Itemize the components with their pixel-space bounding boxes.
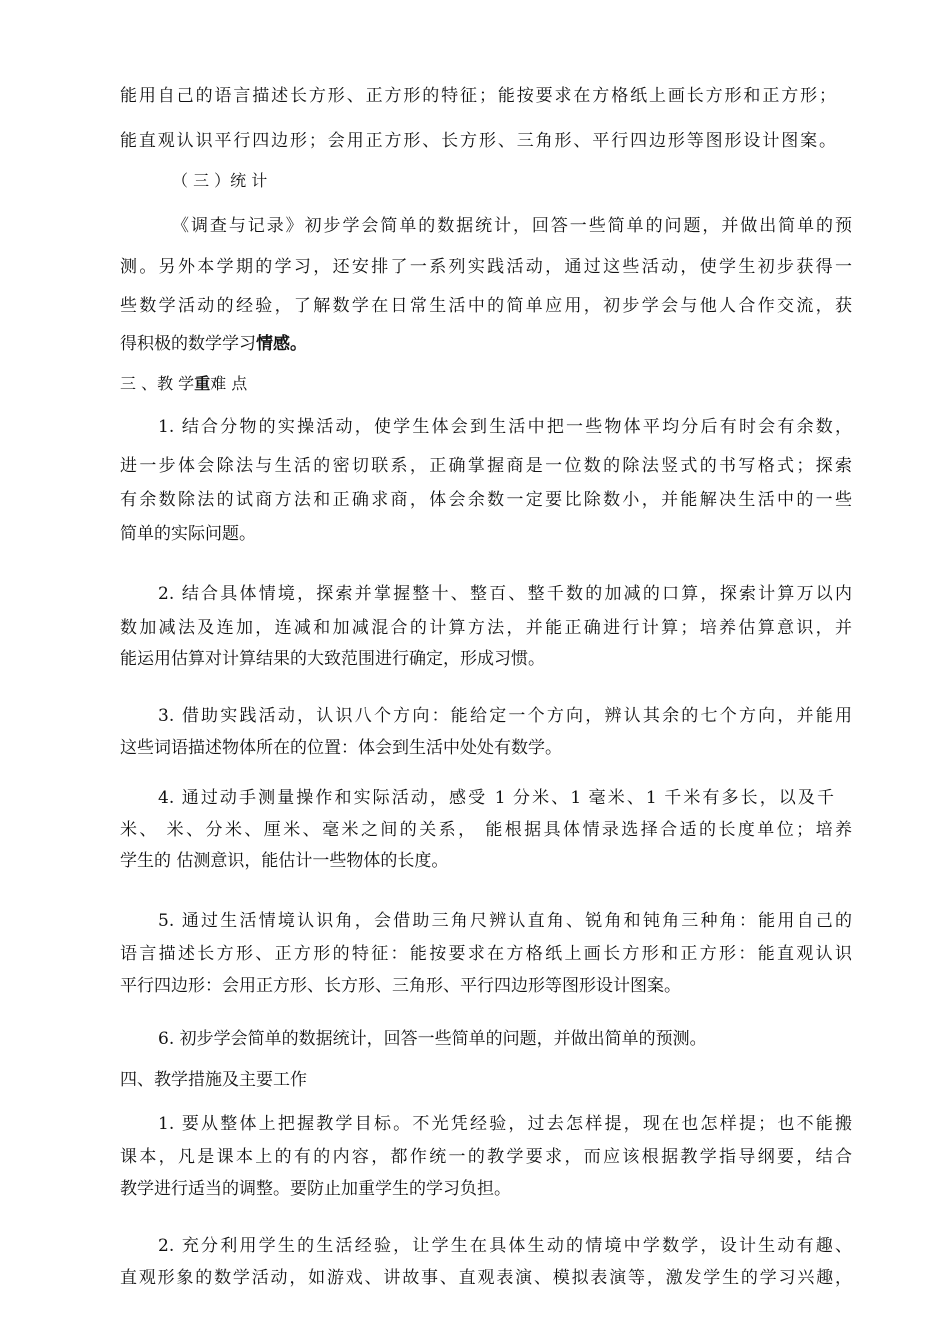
- text-line: [120, 1068, 307, 1092]
- line-text: 语言描述长方形、正方形的特征：能按要求在方格纸上画长方形和正方形：能直观认识: [120, 944, 852, 964]
- line-text: 5. 通过生活情境认识角，会借助三角尺辨认直角、锐角和钝角三种角：能用自己的: [158, 911, 852, 931]
- text-line: [158, 1234, 852, 1258]
- text-line: [158, 582, 852, 606]
- line-text: 2. 结合具体情境，探索并掌握整十、整百、整千数的加减的口算，探索计算万以内: [158, 584, 852, 604]
- bold-text: 重: [194, 374, 211, 393]
- line-text: 四、教学措施及主要工作: [120, 1070, 307, 1090]
- line-text: 1. 结合分物的实操活动，使学生体会到生活中把一些物体平均分后有时会有余数，: [158, 417, 852, 437]
- text-line: [120, 974, 681, 998]
- line-text: 6. 初步学会简单的数据统计，回答一些简单的问题，并做出简单的预测。: [158, 1029, 707, 1049]
- line-text: 得积极的数学学习: [120, 334, 256, 354]
- text-line: [158, 786, 834, 810]
- line-text: 能直观认识平行四边形；会用正方形、长方形、三角形、平行四边形等图形设计图案。: [120, 131, 836, 151]
- line-text: 能用自己的语言描述长方形、正方形的特征；能按要求在方格纸上画长方形和正方形；: [120, 86, 836, 106]
- text-line: [120, 1266, 852, 1290]
- line-text: 课本，凡是课本上的有的内容，都作统一的教学要求，而应该根据教学指导纲要，结合: [120, 1147, 852, 1167]
- line-text: 数加减法及连加，连减和加减混合的计算方法，并能正确进行计算；培养估算意识，并: [120, 618, 852, 638]
- text-line: [120, 1177, 511, 1201]
- text-line: [120, 647, 545, 671]
- line-text: （ 三 ）统 计: [172, 171, 268, 190]
- text-line: [120, 488, 852, 512]
- line-text: 有余数除法的试商方法和正确求商，体会余数一定要比除数小，并能解决生活中的一些: [120, 490, 852, 510]
- line-text: 米、 米、分米、厘米、毫米之间的关系， 能根据具体情录选择合适的长度单位；培养: [120, 820, 852, 840]
- text-line: [158, 909, 852, 933]
- line-text: 2. 充分利用学生的生活经验，让学生在具体生动的情境中学数学，设计生动有趣、: [158, 1236, 852, 1256]
- line-text: 3. 借助实践活动，认识八个方向：能给定一个方向，辨认其余的七个方向，并能用: [158, 706, 852, 726]
- text-line: [120, 1145, 852, 1169]
- line-text-after: 难 点: [210, 374, 248, 393]
- bold-text: 情感。: [256, 334, 307, 354]
- text-line: [158, 704, 852, 728]
- line-text: 简单的实际问题。: [120, 524, 256, 544]
- line-text: 直观形象的数学活动，如游戏、讲故事、直观表演、模拟表演等，激发学生的学习兴趣，: [120, 1268, 852, 1288]
- text-line: [120, 332, 307, 356]
- text-line: [120, 616, 852, 640]
- text-line: [120, 255, 852, 279]
- line-text: 些数学活动的经验，了解数学在日常生活中的简单应用，初步学会与他人合作交流，获: [120, 296, 852, 316]
- text-line: [120, 818, 852, 842]
- line-text: 4. 通过动手测量操作和实际活动，感受 1 分米、1 毫米、1 千米有多长，以及千: [158, 788, 834, 808]
- text-line: [158, 415, 852, 439]
- line-text: 学生的 估测意识，能估计一些物体的长度。: [120, 851, 449, 871]
- line-text: 能运用估算对计算结果的大致范围进行确定，形成习惯。: [120, 649, 545, 669]
- text-line: [120, 84, 836, 108]
- section-heading: [172, 169, 267, 193]
- text-line: [120, 522, 256, 546]
- line-text: 平行四边形：会用正方形、长方形、三角形、平行四边形等图形设计图案。: [120, 976, 681, 996]
- text-line: [120, 736, 562, 760]
- text-line: [158, 1027, 707, 1051]
- line-text: 1. 要从整体上把握教学目标。不光凭经验，过去怎样提，现在也怎样提；也不能搬: [158, 1114, 852, 1134]
- text-line: [120, 454, 852, 478]
- line-text: 教学进行适当的调整。要防止加重学生的学习负担。: [120, 1179, 511, 1199]
- text-line: [120, 849, 448, 873]
- line-text: 这些词语描述物体所在的位置：体会到生活中处处有数学。: [120, 738, 562, 758]
- text-line: [120, 294, 852, 318]
- line-text: 进一步体会除法与生活的密切联系，正确掌握商是一位数的除法竖式的书写格式；探索: [120, 456, 852, 476]
- line-text: 三 、教 学: [120, 374, 195, 393]
- text-line: [120, 942, 852, 966]
- text-line: [158, 1112, 852, 1136]
- section-heading: [120, 372, 247, 396]
- text-line: [120, 129, 836, 153]
- line-text: 《调查与记录》初步学会简单的数据统计，回答一些简单的问题，并做出简单的预: [172, 216, 852, 236]
- text-line: [172, 214, 852, 238]
- line-text: 测。另外本学期的学习，还安排了一系列实践活动，通过这些活动，使学生初步获得一: [120, 257, 852, 277]
